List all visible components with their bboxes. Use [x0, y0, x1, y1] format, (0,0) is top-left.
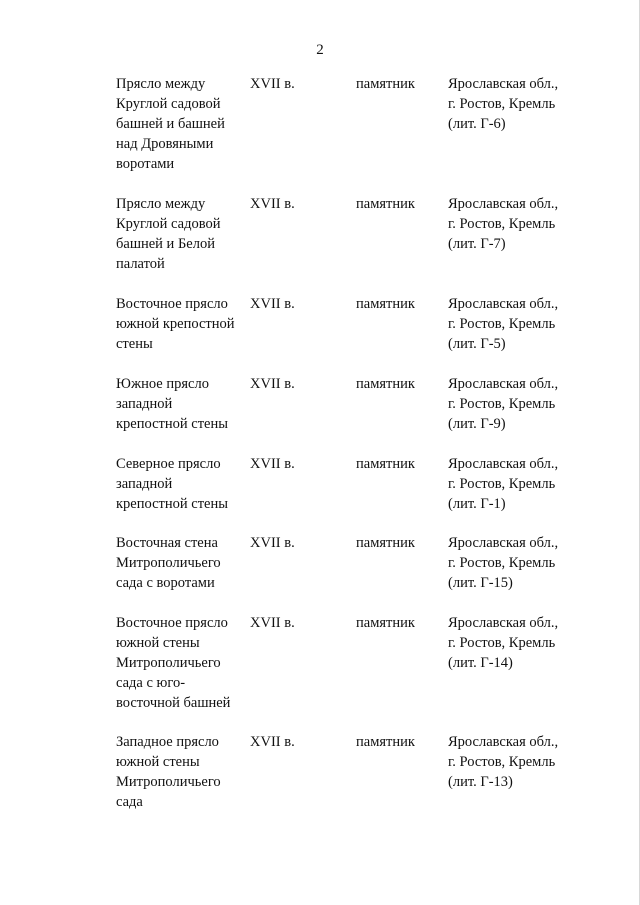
monument-location-line: (лит. Г-13)	[448, 774, 513, 790]
monument-period: XVII в.	[250, 376, 295, 392]
monument-name-line: западной	[116, 396, 173, 412]
monument-period: XVII в.	[250, 615, 295, 631]
monument-name-line: западной	[116, 476, 173, 492]
monument-name	[116, 374, 246, 434]
monument-location	[448, 194, 623, 254]
monument-name-line: Северное прясло	[116, 456, 221, 472]
monument-location-line: г. Ростов, Кремль	[448, 396, 556, 412]
monument-location-line: Ярославская обл.,	[448, 296, 559, 312]
monument-name-line: Митрополичьего	[116, 655, 221, 671]
monument-category: памятник	[356, 535, 415, 551]
monument-name-line: Круглой садовой	[116, 216, 221, 232]
monument-location-line: г. Ростов, Кремль	[448, 316, 556, 332]
monument-name-line: южной крепостной	[116, 316, 235, 332]
monument-period: XVII в.	[250, 734, 295, 750]
monument-period: XVII в.	[250, 296, 295, 312]
monument-location	[448, 374, 623, 434]
monument-name-line: Прясло между	[116, 196, 206, 212]
monument-location-line: г. Ростов, Кремль	[448, 635, 556, 651]
monument-location	[448, 74, 623, 134]
monument-location-line: (лит. Г-7)	[448, 236, 506, 252]
monument-location-line: Ярославская обл.,	[448, 76, 559, 92]
monument-name-line: башней и Белой	[116, 236, 215, 252]
monument-location	[448, 613, 623, 673]
monument-name-line: Круглой садовой	[116, 96, 221, 112]
monument-name-line: Южное прясло	[116, 376, 209, 392]
monument-name-line: палатой	[116, 256, 165, 272]
monument-name	[116, 74, 246, 174]
monument-location-line: Ярославская обл.,	[448, 456, 559, 472]
monument-location	[448, 533, 623, 593]
monument-location-line: г. Ростов, Кремль	[448, 754, 556, 770]
monument-period: XVII в.	[250, 456, 295, 472]
monument-location-line: (лит. Г-6)	[448, 116, 506, 132]
monument-location-line: Ярославская обл.,	[448, 535, 559, 551]
monument-name-line: южной стены	[116, 754, 200, 770]
monument-name-line: крепостной стены	[116, 416, 228, 432]
monument-name	[116, 613, 246, 713]
monument-location-line: (лит. Г-1)	[448, 496, 506, 512]
monument-name-line: над Дровяными	[116, 136, 214, 152]
monument-period: XVII в.	[250, 196, 295, 212]
monument-name-line: крепостной стены	[116, 496, 228, 512]
monument-name-line: Прясло между	[116, 76, 206, 92]
monument-location-line: г. Ростов, Кремль	[448, 555, 556, 571]
monument-name-line: сада	[116, 794, 143, 810]
monument-location	[448, 732, 623, 792]
monument-name	[116, 294, 246, 354]
monument-location-line: (лит. Г-5)	[448, 336, 506, 352]
monument-location	[448, 454, 623, 514]
monument-location-line: Ярославская обл.,	[448, 615, 559, 631]
monument-location-line: Ярославская обл.,	[448, 734, 559, 750]
monument-name-line: Восточное прясло	[116, 615, 228, 631]
monument-name	[116, 732, 246, 812]
monument-name-line: Восточная стена	[116, 535, 218, 551]
monument-location-line: (лит. Г-14)	[448, 655, 513, 671]
monument-location-line: Ярославская обл.,	[448, 376, 559, 392]
monument-name-line: Западное прясло	[116, 734, 219, 750]
monument-period: XVII в.	[250, 535, 295, 551]
monument-name-line: сада с воротами	[116, 575, 215, 591]
monument-name	[116, 533, 246, 593]
monument-category: памятник	[356, 615, 415, 631]
monument-name-line: Восточное прясло	[116, 296, 228, 312]
monument-location-line: (лит. Г-15)	[448, 575, 513, 591]
monument-name-line: Митрополичьего	[116, 774, 221, 790]
monument-period: XVII в.	[250, 76, 295, 92]
monument-category: памятник	[356, 76, 415, 92]
page-number: 2	[316, 42, 324, 58]
monument-location-line: г. Ростов, Кремль	[448, 96, 556, 112]
monument-name-line: Митрополичьего	[116, 555, 221, 571]
monument-location-line: г. Ростов, Кремль	[448, 216, 556, 232]
monument-category: памятник	[356, 376, 415, 392]
monument-name-line: сада с юго-	[116, 675, 186, 691]
monument-name	[116, 454, 246, 514]
monument-name-line: стены	[116, 336, 153, 352]
monument-category: памятник	[356, 734, 415, 750]
monument-location-line: Ярославская обл.,	[448, 196, 559, 212]
monument-category: памятник	[356, 296, 415, 312]
monument-category: памятник	[356, 456, 415, 472]
monument-location-line: (лит. Г-9)	[448, 416, 506, 432]
monument-name-line: южной стены	[116, 635, 200, 651]
monument-location-line: г. Ростов, Кремль	[448, 476, 556, 492]
monument-name	[116, 194, 246, 274]
monument-name-line: воротами	[116, 156, 175, 172]
monument-location	[448, 294, 623, 354]
monument-category: памятник	[356, 196, 415, 212]
monument-name-line: башней и башней	[116, 116, 225, 132]
monument-name-line: восточной башней	[116, 695, 231, 711]
